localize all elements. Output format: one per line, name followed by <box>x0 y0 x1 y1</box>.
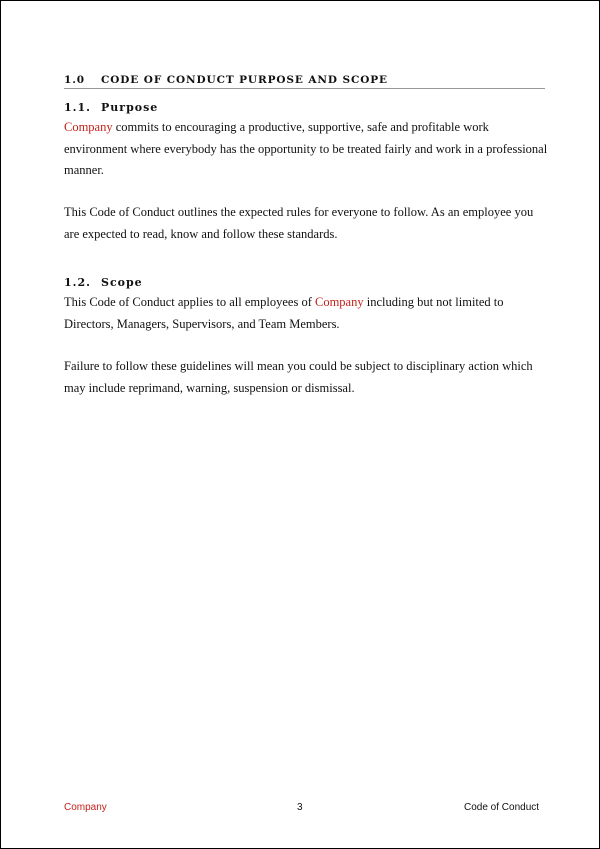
section-number: 1.0 <box>64 74 85 86</box>
company-name: Company <box>315 295 364 309</box>
purpose-heading <box>64 101 158 115</box>
footer-document-title: Code of Conduct <box>464 802 540 813</box>
company-name: Company <box>64 120 113 134</box>
purpose-paragraph-1-text: commits to encouraging a productive, supportive, safe and profitable work environment where everybody has the opportunity to be treated fairly and work in a professional manner. <box>64 120 548 177</box>
scope-paragraph-2: Failure to follow these guidelines will mean you could be subject to disciplinary action which may include reprimand, warning, suspension or dismissal. <box>64 359 533 395</box>
section-title: CODE OF CONDUCT PURPOSE AND SCOPE <box>101 74 388 86</box>
scope-paragraph-1 <box>64 292 550 335</box>
scope-paragraph-1-after: including but not limited to Directors, Managers, Supervisors, and Team Members. <box>64 295 504 331</box>
scope-heading <box>64 276 143 290</box>
purpose-paragraph-2: This Code of Conduct outlines the expected rules for everyone to follow. As an employee you are expected to read, know and follow these standards. <box>64 205 534 241</box>
scope-title: Scope <box>101 276 143 289</box>
footer-page-number: 3 <box>297 802 303 813</box>
purpose-number: 1.1. <box>64 101 91 114</box>
scope-number: 1.2. <box>64 276 91 289</box>
purpose-title: Purpose <box>101 101 159 114</box>
scope-paragraph-1-before: This Code of Conduct applies to all employees of <box>64 295 315 309</box>
purpose-paragraph-1 <box>64 117 550 182</box>
section-heading <box>64 73 545 89</box>
footer-company: Company <box>64 802 107 813</box>
